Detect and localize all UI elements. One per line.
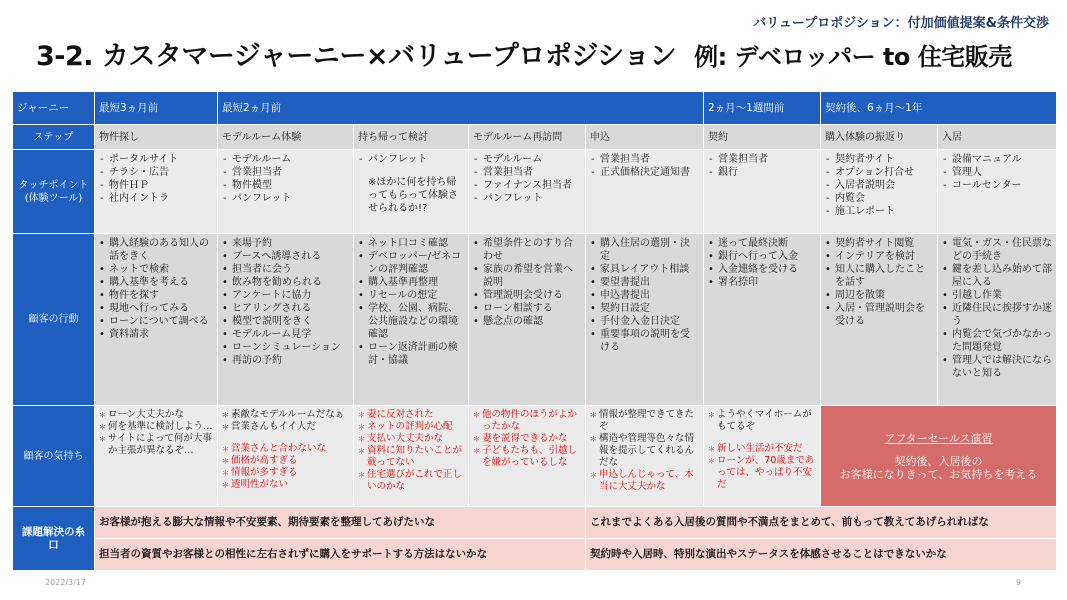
list-item: • 来場予約: [222, 237, 349, 250]
step-cell: 物件探し: [95, 125, 218, 150]
touchpoint-list: [222, 153, 349, 205]
list-item: - ファイナンス担当者: [473, 179, 581, 192]
touchpoint-cell: [821, 150, 938, 234]
step-cell: モデルルーム体験: [218, 125, 354, 150]
list-item: • ネットで検索: [99, 263, 213, 276]
journey-row: [13, 92, 1057, 125]
task-row: [13, 507, 1057, 539]
list-item: • 担当者に会う: [222, 263, 349, 276]
feeling-label: 顧客の気持ち: [13, 406, 95, 507]
feeling-cell: [354, 406, 469, 507]
list-item: - モデルルーム: [473, 153, 581, 166]
action-list: [590, 237, 699, 354]
feeling-list: [222, 409, 349, 433]
list-item: • 学校、公園、病院、公共施設などの環境確認: [358, 302, 464, 341]
list-item: • 家具レイアウト相談: [590, 263, 699, 276]
list-item: - 物件模型: [222, 179, 349, 192]
feeling-list: [99, 409, 213, 457]
touchpoint-list: [99, 153, 213, 205]
list-item: - 社内イントラ: [99, 192, 213, 205]
list-item: • 引越し作業: [942, 289, 1052, 302]
feeling-cell: [218, 406, 354, 507]
list-item: • 管理人では解決にならないと知る: [942, 354, 1052, 380]
list-item: • ブースへ誘導される: [222, 250, 349, 263]
list-item: ＊ ようやくマイホームがもてるぞ: [708, 409, 816, 433]
list-item: ＊ 子どもたちも、引越しを嫌がっているしな: [473, 445, 581, 469]
task-cell: お客様が抱える膨大な情報や不安要素、期待要素を整理してあげたいな: [95, 507, 586, 539]
list-item: - モデルルーム: [222, 153, 349, 166]
action-row: [13, 234, 1057, 406]
list-item: ＊ 支払い大丈夫かな: [358, 433, 464, 445]
list-item: - パンフレット: [222, 192, 349, 205]
list-item: ＊ ローンが、70歳まであっては、やっぱり不安だ: [708, 455, 816, 491]
list-item: • 知人に購入したことを話す: [825, 263, 933, 289]
list-item: ＊ 営業さんと合わないな: [222, 443, 349, 455]
list-item: ＊ 透明性がない: [222, 479, 349, 491]
footer-date: 2022/3/17: [45, 578, 87, 587]
list-item: ＊ 情報が整理できてきたぞ: [590, 409, 699, 433]
list-item: - オプション打合せ: [825, 166, 933, 179]
list-item: - チラシ・広告: [99, 166, 213, 179]
list-item: - 正式価格決定通知書: [590, 166, 699, 179]
list-item: • 購入基準再整理: [358, 276, 464, 289]
list-item: ＊ 妻を説得できるかな: [473, 433, 581, 445]
journey-phase: 最短2ヵ月前: [218, 92, 704, 125]
list-item: - 営業担当者: [590, 153, 699, 166]
list-item: • アンケートに協力: [222, 289, 349, 302]
list-item: • リセールの想定: [358, 289, 464, 302]
touchpoint-row: [13, 150, 1057, 234]
list-item: • 資料請求: [99, 328, 213, 341]
step-cell: 申込: [586, 125, 704, 150]
list-item: • 入金連絡を受ける: [708, 263, 816, 276]
page-number: 9: [1016, 578, 1022, 587]
list-item: • 契約者サイト閲覧: [825, 237, 933, 250]
feeling-cell: [469, 406, 586, 507]
list-item: - 営業担当者: [708, 153, 816, 166]
list-item: ＊ 他の物件のほうがよかったかな: [473, 409, 581, 433]
feeling-list: [590, 409, 699, 469]
action-list: [942, 237, 1052, 380]
action-list: [473, 237, 581, 328]
list-item: • 鍵を差し込み始めて部屋に入る: [942, 263, 1052, 289]
list-item: • ローンシミュレーション: [222, 341, 349, 354]
list-item: ＊ 住宅選びがこれで正しいのかな: [358, 469, 464, 493]
list-item: ＊ 妻に反対された: [358, 409, 464, 421]
journey-phase: 2ヵ月〜1週間前: [704, 92, 821, 125]
task-label: 課題解決の糸口: [13, 507, 95, 571]
list-item: - 設備マニュアル: [942, 153, 1052, 166]
feeling-row: [13, 406, 1057, 507]
list-item: • 家族の希望を営業へ説明: [473, 263, 581, 289]
touchpoint-list: [942, 153, 1052, 192]
step-cell: 入居: [938, 125, 1057, 150]
touchpoint-list: [590, 153, 699, 179]
list-item: • 現地へ行ってみる: [99, 302, 213, 315]
list-item: • デベロッパー/ゼネコンの評判確認: [358, 250, 464, 276]
title-example: 例: デベロッパー to 住宅販売: [694, 43, 1012, 71]
list-item: - パンフレット: [473, 192, 581, 205]
list-item: ＊ ローン大丈夫かな: [99, 409, 213, 421]
list-item: - 物件ＨＰ: [99, 179, 213, 192]
action-cell: [938, 234, 1057, 406]
list-item: • 周辺を散策: [825, 289, 933, 302]
list-item: • 要望書提出: [590, 276, 699, 289]
touchpoint-cell: [95, 150, 218, 234]
journey-phase: 契約後、6ヵ月〜1年: [821, 92, 1057, 125]
list-item: • 希望条件とのすり合わせ: [473, 237, 581, 263]
touchpoint-list: [825, 153, 933, 218]
task-cell: 担当者の資質やお客様との相性に左右されずに購入をサポートする方法はないかな: [95, 539, 586, 571]
task-row: [13, 539, 1057, 571]
feeling-list: [708, 409, 816, 433]
touchpoint-list: [708, 153, 816, 179]
journey-label: ジャーニー: [13, 92, 95, 125]
list-item: • 購入基準を考える: [99, 276, 213, 289]
list-item: ＊ 何を基準に検討しよう…: [99, 421, 213, 433]
list-item: • 電気・ガス・住民票などの手続き: [942, 237, 1052, 263]
step-cell: モデルルーム再訪問: [469, 125, 586, 150]
action-cell: [586, 234, 704, 406]
list-item: • ネット口コミ確認: [358, 237, 464, 250]
feeling-cell: [95, 406, 218, 507]
feeling-list-negative: [358, 409, 464, 493]
list-item: • ローン相談する: [473, 302, 581, 315]
action-label: 顧客の行動: [13, 234, 95, 406]
slide-subtitle: バリュープロポジション：付加価値提案&条件交渉: [753, 16, 1049, 31]
action-list: [222, 237, 349, 367]
action-list: [358, 237, 464, 367]
list-item: • 迷って最終決断: [708, 237, 816, 250]
feeling-list-negative: [708, 443, 816, 491]
list-item: ＊ 新しい生活が不安だ: [708, 443, 816, 455]
list-item: - 入居者説明会: [825, 179, 933, 192]
touchpoint-cell: [469, 150, 586, 234]
list-item: ＊ 申込しんじゃって、本当に大丈夫かな: [590, 469, 699, 493]
list-item: • ヒアリングされる: [222, 302, 349, 315]
step-cell: 購入体験の振返り: [821, 125, 938, 150]
slide-title: [36, 34, 1012, 73]
list-item: ＊ サイトによって何が大事か主張が異なるぞ…: [99, 433, 213, 457]
action-list: [708, 237, 816, 289]
list-item: - 営業担当者: [473, 166, 581, 179]
list-item: • 管理説明会受ける: [473, 289, 581, 302]
list-item: • インテリアを検討: [825, 250, 933, 263]
list-item: • 模型で説明をきく: [222, 315, 349, 328]
feeling-cell: [704, 406, 821, 507]
feeling-cell: [586, 406, 704, 507]
list-item: - ポータルサイト: [99, 153, 213, 166]
touchpoint-note: ※ほかに何を持ち帰ってもらって体験させられるか!?: [368, 177, 458, 214]
list-item: - 管理人: [942, 166, 1052, 179]
list-item: • 重要事項の説明を受ける: [590, 328, 699, 354]
list-item: ＊ 構造や管理等色々な情報を提示してくれるんだな: [590, 433, 699, 469]
task-cell: 契約時や入居時、特別な演出やステータスを体感させることはできないかな: [586, 539, 1057, 571]
after-sales-box: [821, 406, 1057, 507]
list-item: • 銀行へ行って入金: [708, 250, 816, 263]
list-item: - コールセンター: [942, 179, 1052, 192]
action-cell: [354, 234, 469, 406]
touchpoint-list: [358, 153, 464, 166]
list-item: • 懸念点の確認: [473, 315, 581, 328]
list-item: • ローンについて調べる: [99, 315, 213, 328]
list-item: • 手付金入金日決定: [590, 315, 699, 328]
touchpoint-label-line1: タッチポイント: [18, 179, 89, 191]
action-cell: [821, 234, 938, 406]
feeling-list-negative: [222, 443, 349, 491]
touchpoint-cell: [354, 150, 469, 234]
list-item: ＊ ネットの評判が心配: [358, 421, 464, 433]
list-item: • 物件を探す: [99, 289, 213, 302]
action-cell: [95, 234, 218, 406]
list-item: • 入居・管理説明会を受ける: [825, 302, 933, 328]
action-list: [99, 237, 213, 341]
list-item: - パンフレット: [358, 153, 464, 166]
list-item: • 購入経験のある知人の話をきく: [99, 237, 213, 263]
action-list: [825, 237, 933, 328]
journey-table: [12, 91, 1057, 571]
touchpoint-cell: [938, 150, 1057, 234]
list-item: • 再訪の予約: [222, 354, 349, 367]
list-item: ＊ 営業さんもイイ人だ: [222, 421, 349, 433]
after-sales-line1: 契約後、入居後の: [894, 454, 983, 468]
action-cell: [704, 234, 821, 406]
list-item: • 契約日設定: [590, 302, 699, 315]
list-item: - 契約者サイト: [825, 153, 933, 166]
journey-phase: 最短3ヵ月前: [95, 92, 218, 125]
list-item: - 施工レポート: [825, 205, 933, 218]
touchpoint-cell: [704, 150, 821, 234]
list-item: • モデルルーム見学: [222, 328, 349, 341]
list-item: • 申込書提出: [590, 289, 699, 302]
title-text: 3-2. カスタマージャーニー×バリュープロポジション: [36, 41, 677, 72]
touchpoint-label-line2: (体験ツール): [24, 192, 83, 204]
step-cell: 契約: [704, 125, 821, 150]
list-item: • 購入住居の選別・決定: [590, 237, 699, 263]
action-cell: [218, 234, 354, 406]
list-item: • 飲み物を勧められる: [222, 276, 349, 289]
feeling-list-negative: [590, 469, 699, 493]
task-cell: これまでよくある入居後の質問や不満点をまとめて、前もって教えてあげられればな: [586, 507, 1057, 539]
step-row: [13, 125, 1057, 150]
list-item: ＊ 素敵なモデルルームだなぁ: [222, 409, 349, 421]
list-item: • 近隣住民に挨拶すか迷う: [942, 302, 1052, 328]
list-item: - 内覧会: [825, 192, 933, 205]
touchpoint-list: [473, 153, 581, 205]
step-label: ステップ: [13, 125, 95, 150]
step-cell: 持ち帰って検討: [354, 125, 469, 150]
list-item: • 内覧会で気づかなかった問題発覚: [942, 328, 1052, 354]
touchpoint-label: [13, 150, 95, 234]
touchpoint-cell: [586, 150, 704, 234]
touchpoint-cell: [218, 150, 354, 234]
after-sales-title[interactable]: アフターセールス演習: [884, 431, 993, 445]
list-item: - 営業担当者: [222, 166, 349, 179]
after-sales-line2: お客様になりきって、お気持ちを考える: [839, 467, 1038, 481]
feeling-list-negative: [473, 409, 581, 469]
list-item: • 署名捺印: [708, 276, 816, 289]
list-item: ＊ 資料に知りたいことが載ってない: [358, 445, 464, 469]
list-item: ＊ 価格が高すぎる: [222, 455, 349, 467]
list-item: ＊ 情報が多すぎる: [222, 467, 349, 479]
list-item: • ローン返済計画の検討・協議: [358, 341, 464, 367]
list-item: - 銀行: [708, 166, 816, 179]
action-cell: [469, 234, 586, 406]
